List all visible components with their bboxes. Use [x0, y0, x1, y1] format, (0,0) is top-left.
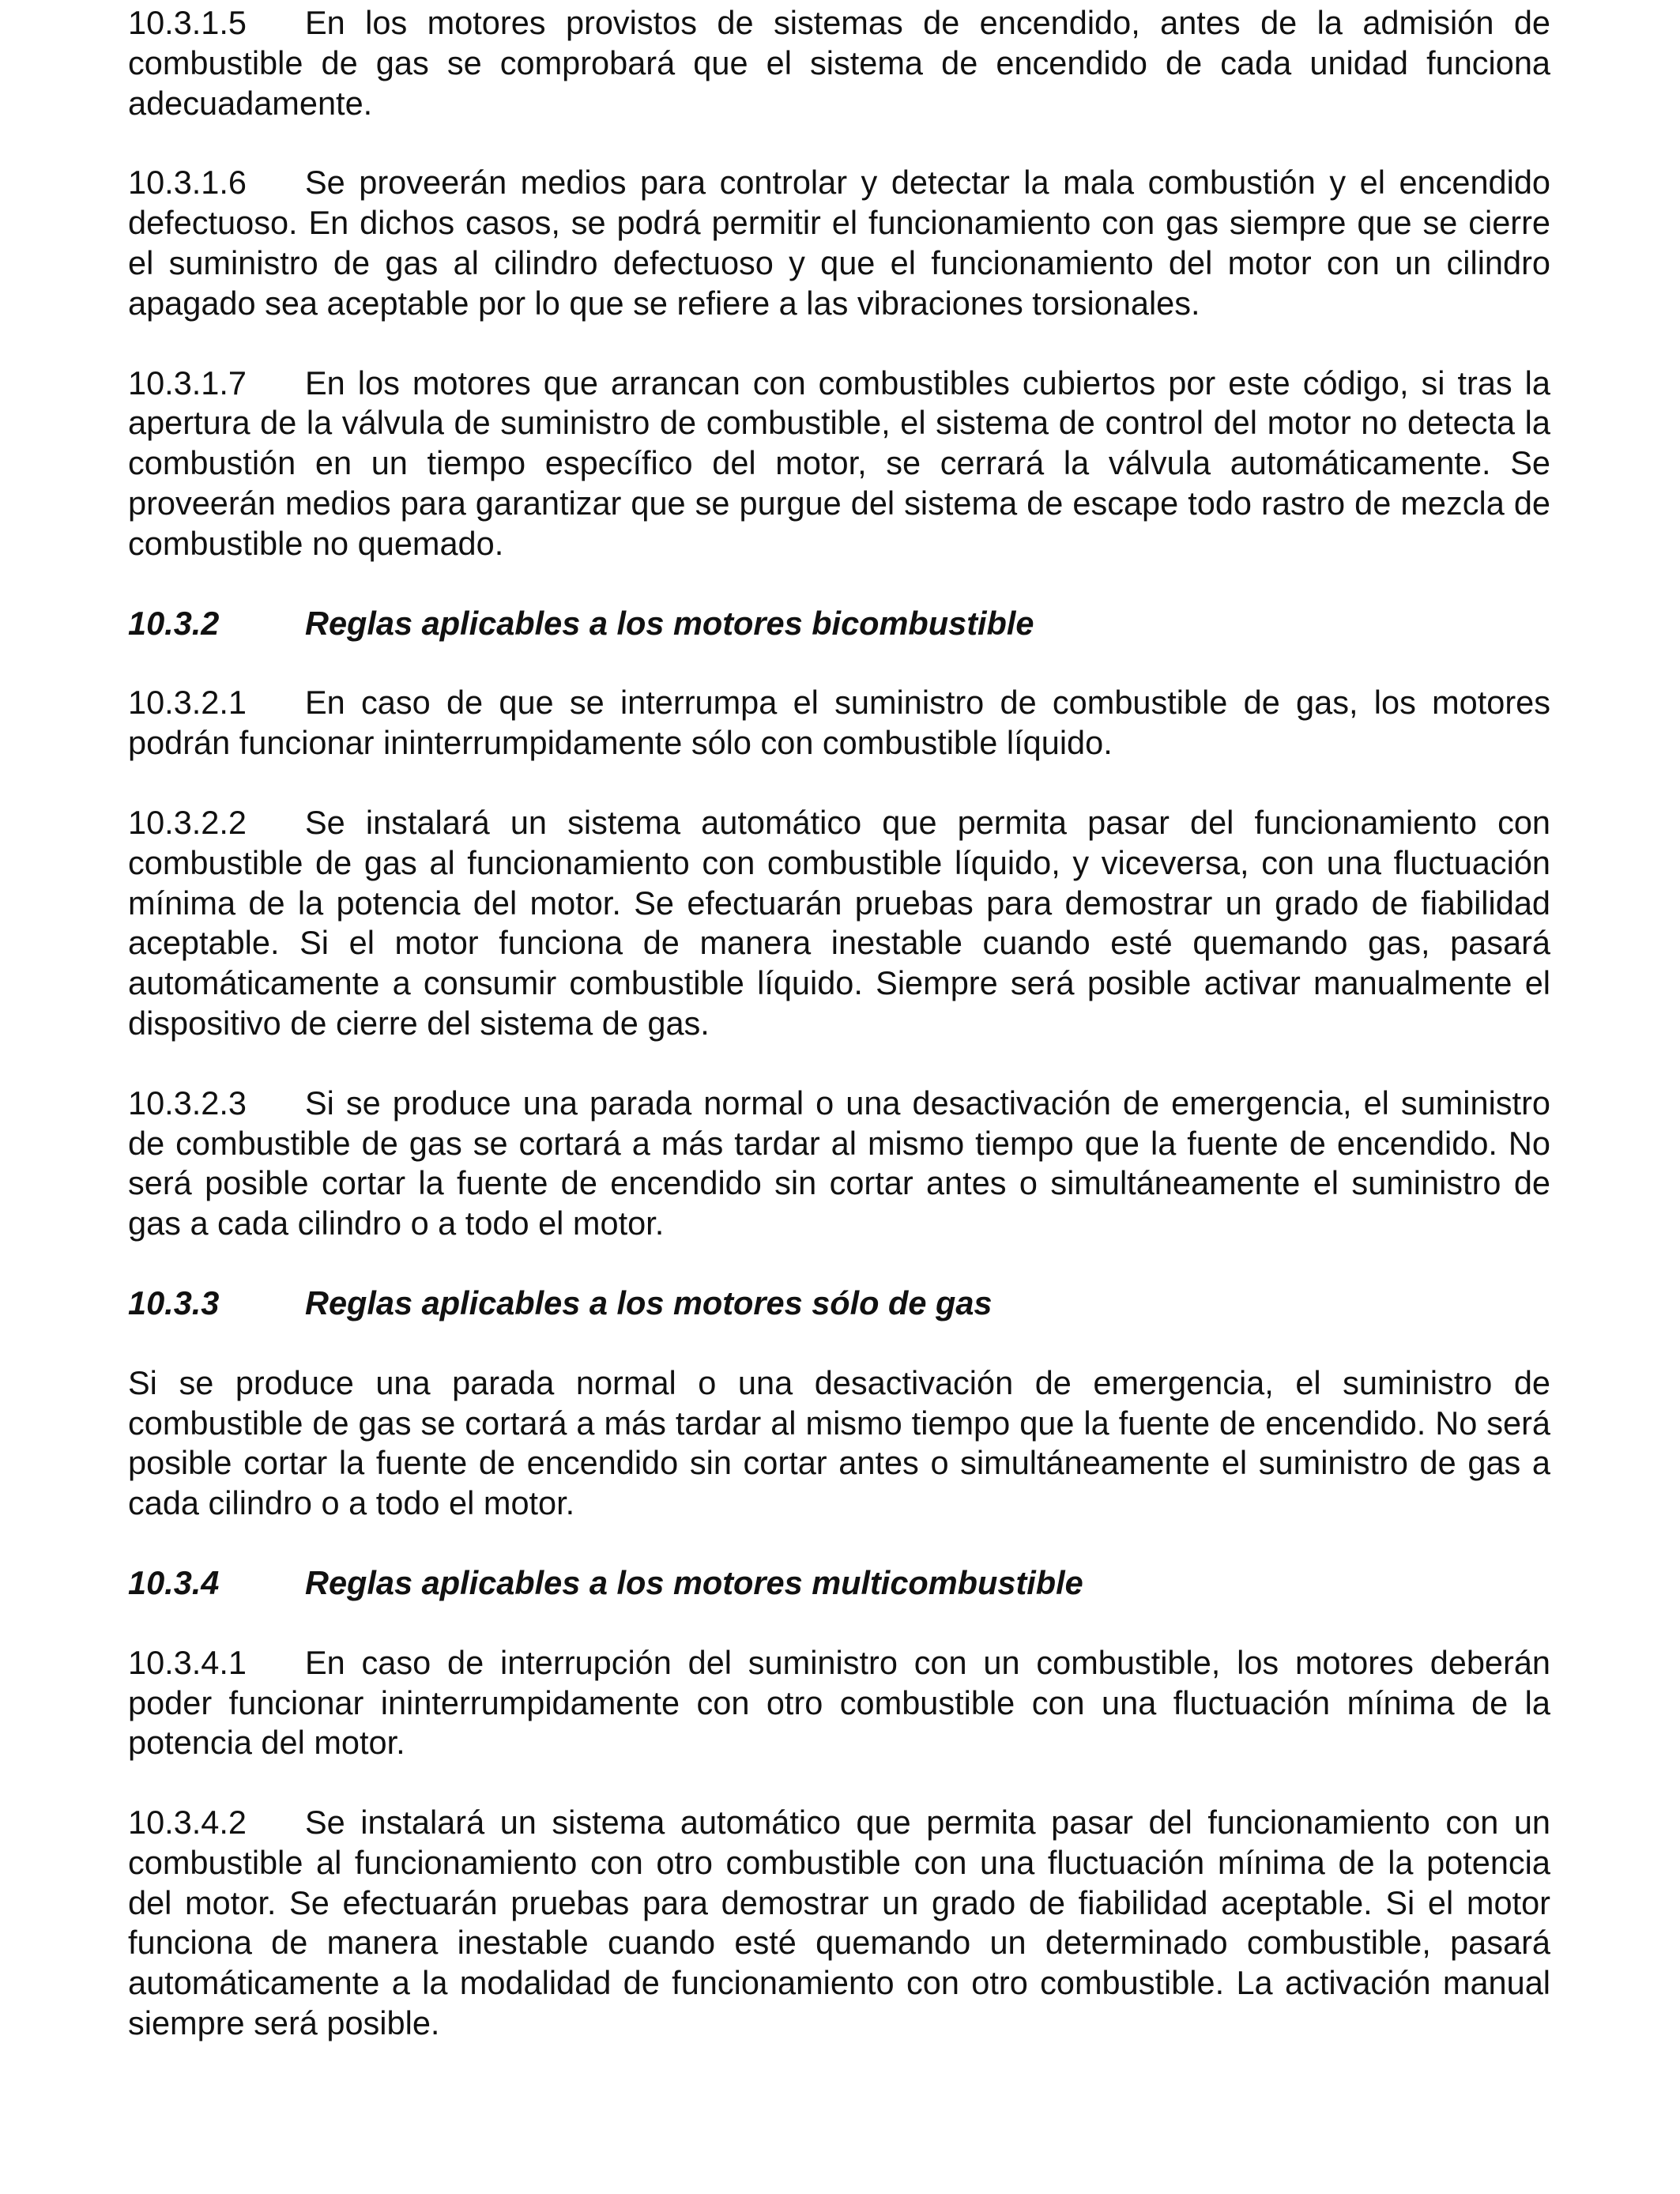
- document-body: [128, 3, 1550, 2083]
- section-number: 10.3.4: [128, 1563, 220, 1601]
- section-number: 10.3.2: [128, 604, 220, 642]
- paragraph-10-3-2-3: [128, 1084, 1550, 1244]
- paragraph-10-3-3-body: [128, 1363, 1550, 1524]
- paragraph-10-3-4-1: [128, 1643, 1550, 1763]
- paragraph-text: En los motores que arrancan con combustibles cubiertos por este código, si tras la apertura de la válvula de suministro de combustible, el sistema de control del motor no detecta la combustión en un tiempo específico del motor, se cerrará la válvula automáticamente. Se proveerán medios para garantizar que se purgue del sistema de escape todo rastro de mezcla de combustible no quemado.: [128, 364, 1550, 562]
- paragraph-text: En caso de interrupción del suministro con un combustible, los motores deberán poder funcionar ininterrumpidamente con otro combustible con una fluctuación mínima de la potencia del motor.: [128, 1643, 1550, 1762]
- section-heading-10-3-3: [128, 1284, 1550, 1324]
- paragraph-10-3-2-2: [128, 803, 1550, 1044]
- paragraph-number: 10.3.1.7: [128, 364, 247, 401]
- paragraph-number: 10.3.1.6: [128, 164, 247, 202]
- paragraph-10-3-1-5: [128, 3, 1550, 123]
- paragraph-text: Se instalará un sistema automático que permita pasar del funcionamiento con combustible de gas al funcionamiento con combustible líquido, y viceversa, con una fluctuación mínima de la potencia del motor. Se efectuarán pruebas para demostrar un grado de fiabilidad aceptable. Si el motor funciona de manera inestable cuando esté quemando gas, pasará automáticamente a consumir combustible líquido. Siempre será posible activar manualmente el dispositivo de cierre del sistema de gas.: [128, 803, 1550, 1042]
- paragraph-number: 10.3.2.3: [128, 1084, 247, 1122]
- paragraph-text: En los motores provistos de sistemas de encendido, antes de la admisión de combustible de gas se comprobará que el sistema de encendido de cada unidad funciona adecuadamente.: [128, 4, 1550, 122]
- paragraph-number: 10.3.4.1: [128, 1643, 247, 1681]
- paragraph-text: Si se produce una parada normal o una desactivación de emergencia, el suministro de combustible de gas se cortará a más tardar al mismo tiempo que la fuente de encendido. No será posible cortar la fuente de encendido sin cortar antes o simultáneamente el suministro de gas a cada cilindro o a todo el motor.: [128, 1084, 1550, 1242]
- section-title: Reglas aplicables a los motores bicombustible: [305, 604, 1034, 642]
- section-number: 10.3.3: [128, 1284, 220, 1321]
- paragraph-number: 10.3.4.2: [128, 1804, 247, 1842]
- paragraph-number: 10.3.1.5: [128, 4, 247, 41]
- section-title: Reglas aplicables a los motores sólo de gas: [305, 1284, 993, 1321]
- section-heading-10-3-4: [128, 1563, 1550, 1604]
- paragraph-number: 10.3.2.2: [128, 803, 247, 841]
- paragraph-10-3-4-2: [128, 1803, 1550, 2044]
- section-title: Reglas aplicables a los motores multicombustible: [305, 1563, 1083, 1601]
- paragraph-text: En caso de que se interrumpa el suministro de combustible de gas, los motores podrán funcionar ininterrumpidamente sólo con combustible líquido.: [128, 684, 1550, 762]
- paragraph-10-3-1-6: [128, 163, 1550, 323]
- paragraph-10-3-2-1: [128, 683, 1550, 763]
- paragraph-10-3-1-7: [128, 364, 1550, 564]
- paragraph-text: Se proveerán medios para controlar y detectar la mala combustión y el encendido defectuoso. En dichos casos, se podrá permitir el funcionamiento con gas siempre que se cierre el suministro de gas al cilindro defectuoso y que el funcionamiento del motor con un cilindro apagado sea aceptable por lo que se refiere a las vibraciones torsionales.: [128, 164, 1550, 322]
- paragraph-text: Se instalará un sistema automático que permita pasar del funcionamiento con un combustible al funcionamiento con otro combustible con una fluctuación mínima de la potencia del motor. Se efectuarán pruebas para demostrar un grado de fiabilidad aceptable. Si el motor funciona de manera inestable cuando esté quemando un determinado combustible, pasará automáticamente a la modalidad de funcionamiento con otro combustible. La activación manual siempre será posible.: [128, 1804, 1550, 2042]
- paragraph-text: Si se produce una parada normal o una desactivación de emergencia, el suministro de combustible de gas se cortará a más tardar al mismo tiempo que la fuente de encendido. No será posible cortar la fuente de encendido sin cortar antes o simultáneamente el suministro de gas a cada cilindro o a todo el motor.: [128, 1363, 1550, 1522]
- section-heading-10-3-2: [128, 604, 1550, 644]
- paragraph-number: 10.3.2.1: [128, 684, 247, 722]
